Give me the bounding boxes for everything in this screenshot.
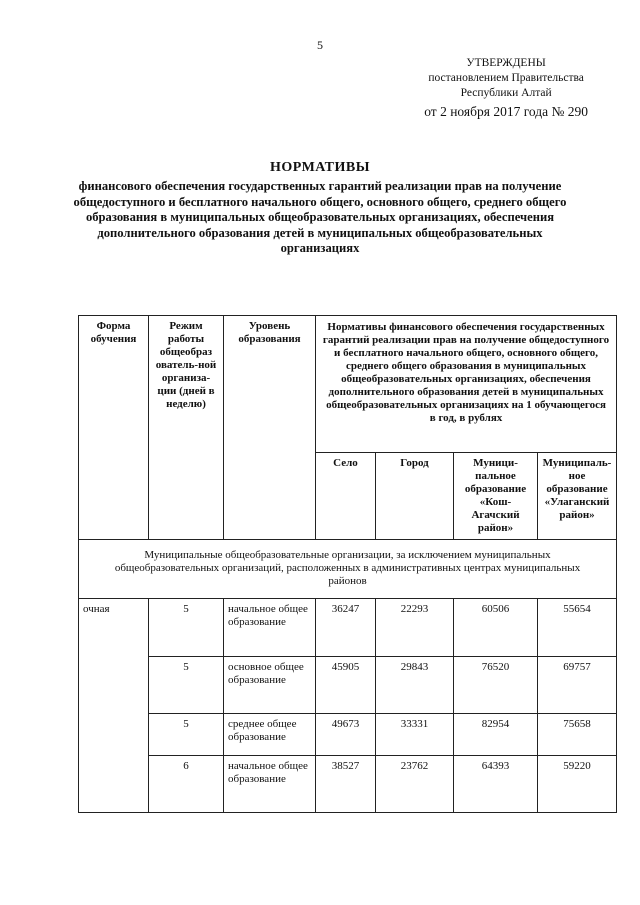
header-city: Город — [376, 453, 454, 540]
page-number: 5 — [317, 38, 323, 52]
header-mode: Режим работы общеобраз ователь-ной организа-ции (дней в неделю) — [149, 316, 224, 540]
level-cell: среднее общее образование — [224, 714, 316, 756]
approval-date: от 2 ноября 2017 года № 290 — [424, 104, 588, 119]
level-cell: основное общее образование — [224, 657, 316, 714]
form-value: очная — [79, 599, 149, 813]
city-cell: 29843 — [376, 657, 454, 714]
city-cell: 33331 — [376, 714, 454, 756]
table-row — [79, 599, 617, 657]
header-village: Село — [316, 453, 376, 540]
table-row — [79, 657, 617, 714]
approval-line-3: Республики Алтай — [460, 87, 552, 99]
approval-stamp — [424, 56, 588, 119]
mode-cell: 6 — [149, 756, 224, 813]
city-cell: 22293 — [376, 599, 454, 657]
mode-cell: 5 — [149, 714, 224, 756]
ulagan-cell: 75658 — [538, 714, 617, 756]
village-cell: 49673 — [316, 714, 376, 756]
header-norms: Нормативы финансового обеспечения государственных гарантий реализации прав на получение общедоступного и бесплатного начального общего, основного общего, среднего общего образования в муниципальных общеобразовательных организациях, обеспечения дополнительного образования детей в муниципальных общеобразовательных организациях на 1 обучающегося в год, в рублях — [316, 316, 617, 453]
village-cell: 36247 — [316, 599, 376, 657]
ulagan-cell: 69757 — [538, 657, 617, 714]
norms-table — [78, 315, 617, 813]
header-form: Форма обучения — [79, 316, 149, 540]
approval-line-1: УТВЕРЖДЕНЫ — [466, 57, 546, 69]
document-subtitle: финансового обеспечения государственных гарантий реализации прав на получение общедоступного и бесплатного начального общего, основного общего, среднего общего образования в муниципальных общеобразовательных организациях, обеспечения дополнительного образования детей в муниципальных общеобразовательных организациях — [73, 179, 567, 256]
header-kosh-agach: Муници-пальное образование «Кош-Агачский район» — [454, 453, 538, 540]
mode-cell: 5 — [149, 599, 224, 657]
kosh-agach-cell: 82954 — [454, 714, 538, 756]
header-level: Уровень образования — [224, 316, 316, 540]
header-ulagan: Муниципаль-ное образование «Улаганский район» — [538, 453, 617, 540]
kosh-agach-cell: 64393 — [454, 756, 538, 813]
table-row — [79, 714, 617, 756]
section-note: Муниципальные общеобразовательные организации, за исключением муниципальных общеобразовательных организаций, расположенных в административных центрах муниципальных районов — [79, 540, 617, 599]
table-row — [79, 756, 617, 813]
title-block — [70, 160, 570, 257]
section-row — [79, 540, 617, 599]
village-cell: 38527 — [316, 756, 376, 813]
document-title: НОРМАТИВЫ — [270, 160, 370, 175]
ulagan-cell: 59220 — [538, 756, 617, 813]
kosh-agach-cell: 76520 — [454, 657, 538, 714]
level-cell: начальное общее образование — [224, 599, 316, 657]
village-cell: 45905 — [316, 657, 376, 714]
mode-cell: 5 — [149, 657, 224, 714]
ulagan-cell: 55654 — [538, 599, 617, 657]
level-cell: начальное общее образование — [224, 756, 316, 813]
approval-line-2: постановлением Правительства — [428, 72, 584, 84]
kosh-agach-cell: 60506 — [454, 599, 538, 657]
header-row-1 — [79, 316, 617, 453]
city-cell: 23762 — [376, 756, 454, 813]
